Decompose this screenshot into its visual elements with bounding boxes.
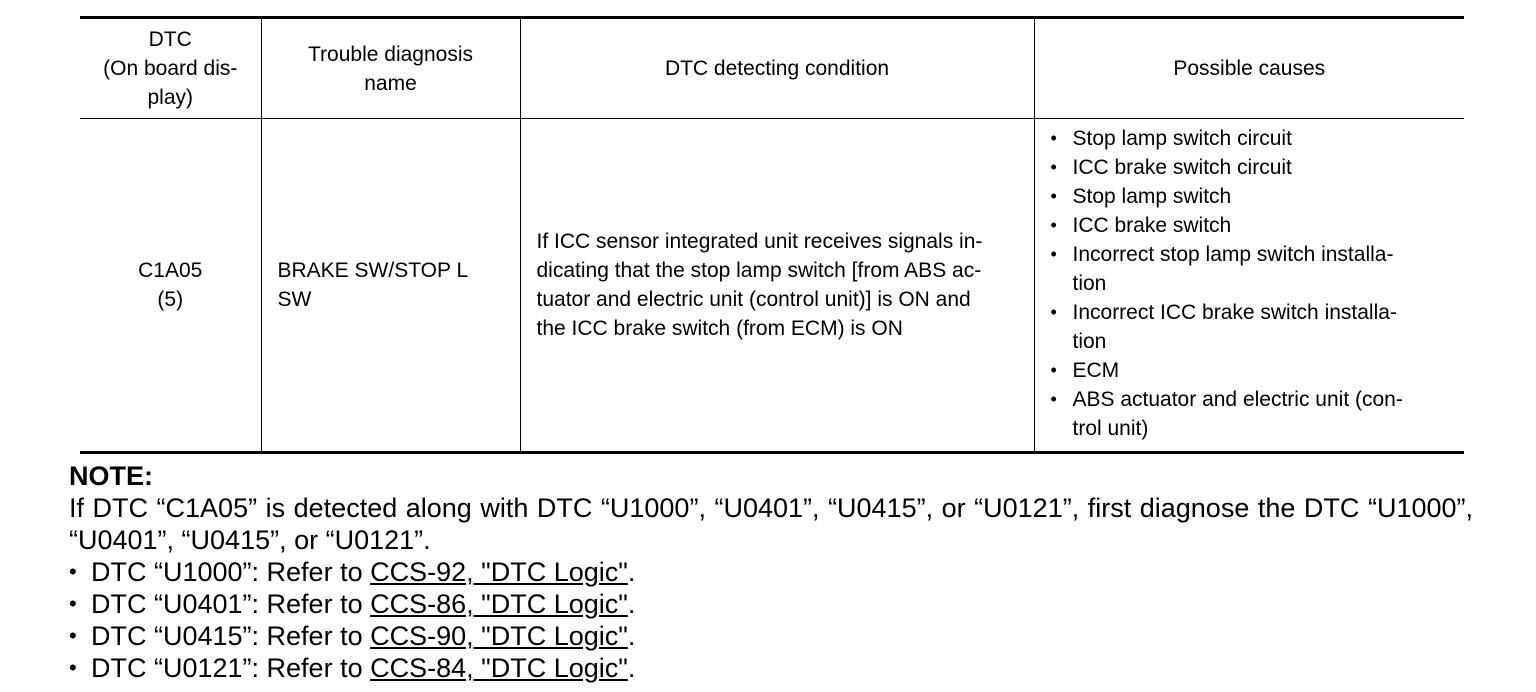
diagnosis-name-line: SW: [277, 288, 312, 311]
reference-suffix: .: [627, 589, 636, 619]
list-item: [1051, 385, 1451, 443]
possible-causes-cell: [1034, 119, 1464, 453]
header-name-line: name: [364, 71, 417, 95]
dtc-display-number: (5): [157, 288, 184, 311]
header-trouble-diagnosis-name: [261, 18, 520, 119]
table-header-row: [80, 18, 1464, 119]
possible-causes-list: [1051, 124, 1451, 443]
header-dtc: [80, 18, 261, 119]
condition-line: If ICC sensor integrated unit receives signals in-: [536, 230, 983, 253]
cause-text: Stop lamp switch: [1072, 185, 1232, 208]
list-item: [1051, 211, 1451, 240]
header-dtc-line: DTC: [148, 28, 192, 51]
reference-suffix: .: [627, 557, 636, 587]
reference-link[interactable]: CCS-92, "DTC Logic": [370, 557, 628, 587]
header-possible-causes: Possible causes: [1034, 18, 1464, 119]
diagnosis-name-line: BRAKE SW/STOP L: [277, 259, 469, 282]
list-item: [69, 652, 1473, 684]
reference-prefix: DTC “U0415”: Refer to: [91, 621, 371, 651]
list-item: [1051, 153, 1451, 182]
dtc-table: [80, 16, 1464, 454]
cause-text: Stop lamp switch circuit: [1072, 127, 1292, 150]
note-title: NOTE:: [69, 461, 153, 491]
condition-line: tuator and electric unit (control unit)] is ON and: [536, 288, 971, 311]
list-item: [1051, 240, 1451, 298]
cause-text: • Incorrect ICC brake switch installa-: [1072, 301, 1397, 324]
reference-list: [69, 556, 1473, 684]
diagnosis-name-cell: [261, 119, 520, 453]
reference-link[interactable]: CCS-84, "DTC Logic": [370, 653, 628, 683]
reference-suffix: .: [627, 653, 636, 683]
list-item: [1051, 356, 1451, 385]
note-section: [69, 460, 1473, 684]
reference-prefix: DTC “U0401”: Refer to: [91, 589, 371, 619]
header-dtc-line: (On board dis-: [103, 57, 238, 80]
cause-text: • Incorrect stop lamp switch installa-: [1072, 243, 1394, 266]
reference-link[interactable]: CCS-90, "DTC Logic": [370, 621, 628, 651]
reference-suffix: .: [627, 621, 636, 651]
list-item: [1051, 298, 1451, 356]
cause-text: trol unit): [1072, 417, 1149, 440]
list-item: [69, 588, 1473, 620]
header-name-line: Trouble diagnosis: [308, 42, 473, 66]
dtc-code-cell: [80, 119, 261, 453]
header-dtc-line: play): [147, 86, 194, 109]
cause-text: tion: [1072, 272, 1107, 295]
cause-text: ICC brake switch: [1072, 214, 1232, 237]
cause-text: tion: [1072, 330, 1107, 353]
cause-text: • ABS actuator and electric unit (con-: [1072, 388, 1403, 411]
header-detecting-condition: DTC detecting condition: [520, 18, 1034, 119]
cause-text: ECM: [1072, 359, 1120, 382]
table-row: [80, 119, 1464, 453]
list-item: [69, 556, 1473, 588]
condition-line: dicating that the stop lamp switch [from ABS ac-: [536, 259, 982, 282]
reference-prefix: DTC “U1000”: Refer to: [91, 557, 371, 587]
detecting-condition-cell: [520, 119, 1034, 453]
reference-prefix: DTC “U0121”: Refer to: [91, 653, 371, 683]
reference-link[interactable]: CCS-86, "DTC Logic": [370, 589, 628, 619]
list-item: [1051, 182, 1451, 211]
list-item: [69, 620, 1473, 652]
note-text: If DTC “C1A05” is detected along with DTC “U1000”, “U0401”, “U0415”, or “U0121”, first diagnose the DTC “U1000”, “U0401”, “U0415”, or “U0121”.: [69, 493, 1473, 555]
dtc-code: C1A05: [138, 259, 203, 282]
list-item: [1051, 124, 1451, 153]
condition-line: the ICC brake switch (from ECM) is ON: [536, 317, 903, 340]
cause-text: ICC brake switch circuit: [1072, 156, 1292, 179]
